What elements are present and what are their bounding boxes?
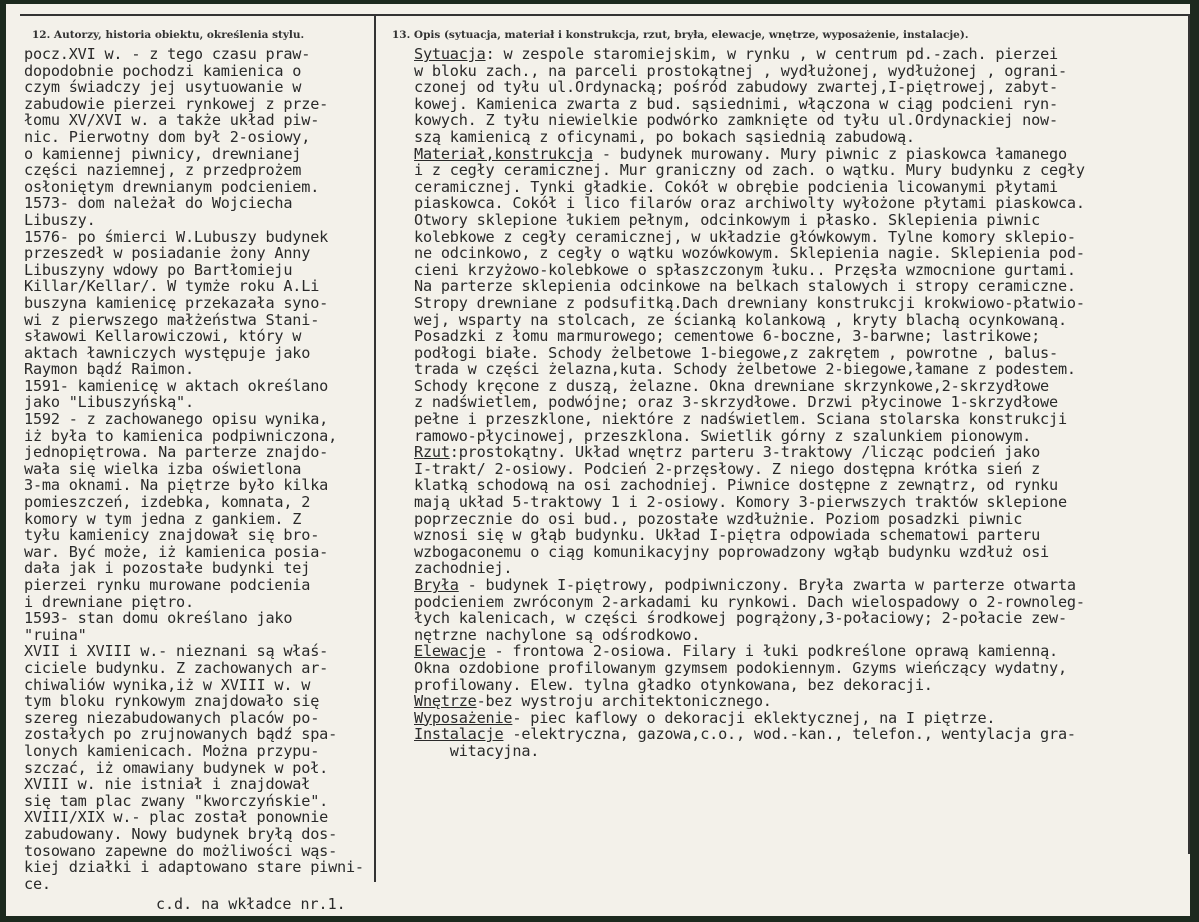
description-text: wzbogaconemu o ciąg komunikacyjny poprowadzony wgłąb budynku wzdłuż osi [414, 542, 1049, 561]
description-line [414, 743, 1184, 760]
history-line: jednopiętrowa. Na parterze znajdo- [24, 443, 329, 462]
description-text: kowej. Kamienica zwarta z bud. sąsiednimi, włączona w ciąg podcieni ryn- [414, 94, 1058, 113]
section-13-header: 13. Opis (sytuacja, materiał i konstrukcja, rzut, bryła, elewacje, wnętrze, wyposażenie, instalacje). [392, 29, 969, 41]
history-line: i drewniane piętro. [24, 592, 194, 611]
section-title: Wnętrze [414, 692, 477, 711]
description-line [414, 428, 1184, 445]
history-line: buszyna kamienicę przekazała syno- [24, 293, 329, 312]
history-line: zabudowie pierzei rynkowej z prze- [24, 94, 329, 113]
description-line [414, 328, 1184, 345]
top-rule [20, 14, 1190, 16]
description-line [414, 195, 1184, 212]
description-text: czonej od tyłu ul.Ordynacką; pośród zabudowy zwartej,I-piętrowej, zabyt- [414, 78, 1058, 97]
history-line: szczać, iż omawiany budynek w poł. [24, 758, 329, 777]
history-line: wi z pierwszego małżeństwa Stani- [24, 310, 320, 329]
description-text: ne odcinkowo, z cegły o wątku wozówkowym. Sklepienia nagie. Sklepienia pod- [414, 244, 1085, 263]
continuation-note: c.d. na wkładce nr.1. [156, 895, 346, 913]
description-text: -elektryczna, gazowa,c.o., wod.-kan., telefon., wentylacja gra- [503, 725, 1076, 744]
section-title: Bryła [414, 576, 459, 594]
description-text: - piec kaflowy o dekoracji eklektycznej, na I piętrze. [512, 708, 996, 727]
description-text: z nadświetlem, podwójne; oraz 3-skrzydłowe. Drzwi płycinowe 1-skrzydłowe [414, 393, 1058, 412]
description-line [414, 262, 1184, 279]
history-line: pomieszczeń, izdebka, komnata, 2 [24, 493, 311, 512]
description-text: witacyjna. [414, 741, 540, 760]
history-line: ciciele budynku. Z zachowanych ar- [24, 658, 329, 677]
history-column [24, 46, 374, 892]
description-line [414, 494, 1184, 511]
description-line [414, 278, 1184, 295]
description-line [414, 162, 1184, 179]
description-line [414, 46, 1184, 63]
description-text: Otwory sklepione łukiem pełnym, odcinkowym i płasko. Sklepienia piwnic [414, 210, 1041, 229]
description-text: kowych. Z tyłu niewielkie podwórko zamknięte od tyłu ul.Ordynackiej now- [414, 111, 1058, 130]
history-line: tym bloku rynkowym znajdowało się [24, 692, 320, 711]
description-line [414, 378, 1184, 395]
section-title: Sytuacja [414, 45, 486, 63]
history-line: szereg niezabudowanych placów po- [24, 708, 320, 727]
description-text: łych kalenicach, w części środkowej pogrążony,3-połaciowy; 2-połacie zew- [414, 609, 1067, 628]
description-line [414, 477, 1184, 494]
description-text: I-trakt/ 2-osiowy. Podcień 2-przęsłowy. Z niego dostępna krótka sień z [414, 459, 1041, 478]
description-text: Na parterze sklepienia odcinkowe na belkach stalowych i stropy ceramiczne. [414, 277, 1076, 296]
history-line: 3-ma oknami. Na piętrze było kilka [24, 476, 329, 495]
history-line: 1593- stan domu określano jako [24, 609, 293, 628]
description-line [414, 295, 1184, 312]
history-line: 1573- dom należał do Wojciecha [24, 194, 293, 213]
description-line [414, 710, 1184, 727]
description-text: - budynek I-piętrowy, podpiwniczony. Bryła zwarta w parterze otwarta [458, 576, 1076, 594]
history-line: pierzei rynku murowane podcienia [24, 576, 311, 594]
history-line: XVII i XVIII w.- nieznani są właś- [24, 642, 329, 661]
description-text: -bez wystroju architektonicznego. [476, 692, 772, 711]
description-text: kolebkowe z cegły ceramicznej, w układzie główkowym. Tylne komory sklepio- [414, 227, 1076, 246]
description-text: pełne i przeszklone, niektóre z nadświetlem. Sciana stolarska konstrukcji [414, 410, 1067, 429]
section-title: Wyposażenie [414, 708, 513, 727]
description-text: - budynek murowany. Mury piwnic z piaskowca łamanego [592, 144, 1067, 163]
history-line: dała jak i pozostałe budynki tej [24, 559, 311, 578]
description-text: Stropy drewniane z podsufitką.Dach drewniany konstrukcji krokwiowo-płatwio- [414, 293, 1085, 312]
description-text: ramowo-płycinowej, przeszklona. Swietlik górny z szalunkiem pionowym. [414, 426, 1032, 445]
description-line [414, 96, 1184, 113]
description-line [414, 544, 1184, 561]
description-line [414, 693, 1184, 710]
history-line: tosowano zapewne do możliwości wąs- [24, 841, 338, 860]
description-text: trada w części żelazna,kuta. Schody żelbetowe 2-biegowe,łamane z podestem. [414, 360, 1076, 379]
description-line [414, 444, 1184, 461]
description-text: ceramicznej. Tynki gładkie. Cokół w obrębie podcienia licowanymi płytami [414, 177, 1058, 196]
history-line: jako "Libuszyńską". [24, 393, 194, 412]
history-line: pocz.XVI w. - z tego czasu praw- [24, 45, 311, 63]
history-line: wała się wielka izba oświetlona [24, 459, 302, 478]
history-line: XVIII w. nie istniał i znajdował [24, 775, 311, 794]
history-line: aktach ławniczych występuje jako [24, 343, 311, 362]
description-line [414, 511, 1184, 528]
section-title: Elewacje [414, 642, 486, 661]
history-line: komory w tym jedna z gankiem. Z [24, 509, 302, 528]
section-title: Instalacje [414, 725, 504, 744]
description-text: i z cegły ceramicznej. Mur graniczny od zach. o wątku. Mury budynku z cegły [414, 161, 1085, 180]
description-text: wej, wsparty na stolcach, ze ścianką kolankową , kryty blachą ocynkowaną. [414, 310, 1067, 329]
description-text: podcieniem zwróconym 2-arkadami ku rynkowi. Dach wielospadowy o 2-rownoleg- [414, 592, 1085, 611]
history-line: XVIII/XIX w.- plac został ponownie [24, 808, 329, 827]
description-line [414, 179, 1184, 196]
history-line: o kamiennej piwnicy, drewnianej [24, 144, 302, 163]
description-text: zachodniej. [414, 559, 513, 578]
history-line: się tam plac zwany "kworczyńskie". [24, 791, 329, 810]
description-line [414, 577, 1184, 594]
description-text: szą kamienicą z oficynami, po bokach sąsiednią zabudową. [414, 127, 915, 146]
description-text: : w zespole staromiejskim, w rynku , w centrum pd.-zach. pierzei [485, 45, 1058, 63]
description-text: :prostokątny. Układ wnętrz parteru 3-traktowy /licząc podcień jako [449, 443, 1041, 462]
description-text: - frontowa 2-osiowa. Filary i łuki podkreślone oprawą kamienną. [485, 642, 1058, 661]
description-text: mają układ 5-traktowy 1 i 2-osiowy. Komory 3-pierwszych traktów sklepione [414, 493, 1067, 512]
description-line [414, 345, 1184, 362]
description-column [414, 46, 1184, 760]
section-title: Materiał,konstrukcja [414, 144, 593, 163]
history-line: Libuszy. [24, 210, 96, 229]
section-title: Rzut [414, 443, 450, 462]
description-line [414, 643, 1184, 660]
history-line: Libuszyny wdowy po Bartłomieju [24, 260, 293, 279]
description-line [414, 112, 1184, 129]
description-line [414, 79, 1184, 96]
description-line [414, 63, 1184, 80]
description-text: piaskowca. Cokół i lico filarów oraz archiwolty wyłożone płytami piaskowca. [414, 194, 1085, 213]
history-line: Raymon bądź Raimon. [24, 360, 194, 379]
description-line [414, 594, 1184, 611]
history-line: 1576- po śmierci W.Lubuszy budynek [24, 227, 329, 246]
description-line [414, 726, 1184, 743]
description-line [414, 677, 1184, 694]
history-line: war. Być może, iż kamienica posia- [24, 542, 329, 561]
description-text: profilowany. Elew. tylna gładko otynkowana, bez dekoracji. [414, 675, 933, 694]
description-line [414, 394, 1184, 411]
description-text: poprzecznie do osi bud., pozostałe wzdłużnie. Poziom posadzki piwnic [414, 509, 1023, 528]
description-text: nętrzne nachylone są odśrodkowo. [414, 625, 701, 644]
description-line [414, 527, 1184, 544]
description-text: wznosi się w głąb budynku. Układ I-piętra odpowiada schematowi parteru [414, 526, 1041, 545]
history-line: ce. [24, 874, 51, 893]
description-line [414, 229, 1184, 246]
description-line [414, 129, 1184, 146]
history-line: sławowi Kellarowiczowi, który w [24, 327, 302, 346]
history-line: łomu XV/XVI w. a także układ piw- [24, 111, 320, 130]
history-line: "ruina" [24, 625, 87, 644]
history-line: Killar/Kellar/. W tymże roku A.Li [24, 277, 320, 296]
description-line [414, 361, 1184, 378]
history-line: lonych kamienicach. Można przypu- [24, 741, 320, 760]
description-line [414, 660, 1184, 677]
description-text: Schody kręcone z duszą, żelazne. Okna drewniane skrzynkowe,2-skrzydłowe [414, 376, 1049, 395]
description-text: cieni krzyżowo-kolebkowe o spłaszczonym łuku.. Przęsła wzmocnione gurtami. [414, 260, 1076, 279]
description-line [414, 312, 1184, 329]
description-text: podłogi białe. Schody żelbetowe 1-biegowe,z zakrętem , powrotne , balus- [414, 343, 1058, 362]
history-line: części naziemnej, z przedprożem [24, 161, 302, 180]
description-line [414, 610, 1184, 627]
history-line: zostałych po zrujnowanych bądź spa- [24, 725, 338, 744]
description-text: w bloku zach., na parceli prostokątnej , wydłużonej, wydłużonej , ograni- [414, 61, 1067, 80]
description-line [414, 627, 1184, 644]
history-line: chiwaliów wynika,iż w XVIII w. w [24, 675, 311, 694]
description-line [414, 560, 1184, 577]
description-text: Okna ozdobione profilowanym gzymsem podokiennym. Gzyms wieńczący wydatny, [414, 658, 1067, 677]
history-line: osłoniętym drewnianym podcieniem. [24, 177, 320, 196]
description-text: klatką schodową na osi zachodniej. Piwnice dostępne z zewnątrz, od rynku [414, 476, 1058, 495]
history-line: kiej działki i adaptowano stare piwni- [24, 858, 364, 877]
section-12-header: 12. Autorzy, historia obiektu, określenia stylu. [32, 29, 305, 41]
column-divider [374, 14, 376, 882]
description-line [414, 411, 1184, 428]
description-text: Posadzki z łomu marmurowego; cementowe 6-boczne, 3-barwne; lastrikowe; [414, 327, 1041, 346]
history-line: dopodobnie pochodzi kamienica o [24, 61, 302, 80]
description-line [414, 245, 1184, 262]
history-line: przeszedł w posiadanie żony Anny [24, 244, 311, 263]
history-line: nic. Pierwotny dom był 2-osiowy, [24, 127, 311, 146]
history-line: czym świadczy jej usytuowanie w [24, 78, 302, 97]
history-line: zabudowany. Nowy budynek bryłą dos- [24, 824, 338, 843]
right-rule [1188, 14, 1190, 854]
document-sheet [6, 4, 1190, 916]
history-line: iż była to kamienica podpiwniczona, [24, 426, 338, 445]
history-line: 1591- kamienicę w aktach określano [24, 376, 329, 395]
description-line [414, 461, 1184, 478]
history-line: 1592 - z zachowanego opisu wynika, [24, 410, 329, 429]
history-line: tyłu kamienicy znajdował się bro- [24, 526, 320, 545]
description-line [414, 212, 1184, 229]
description-line [414, 146, 1184, 163]
